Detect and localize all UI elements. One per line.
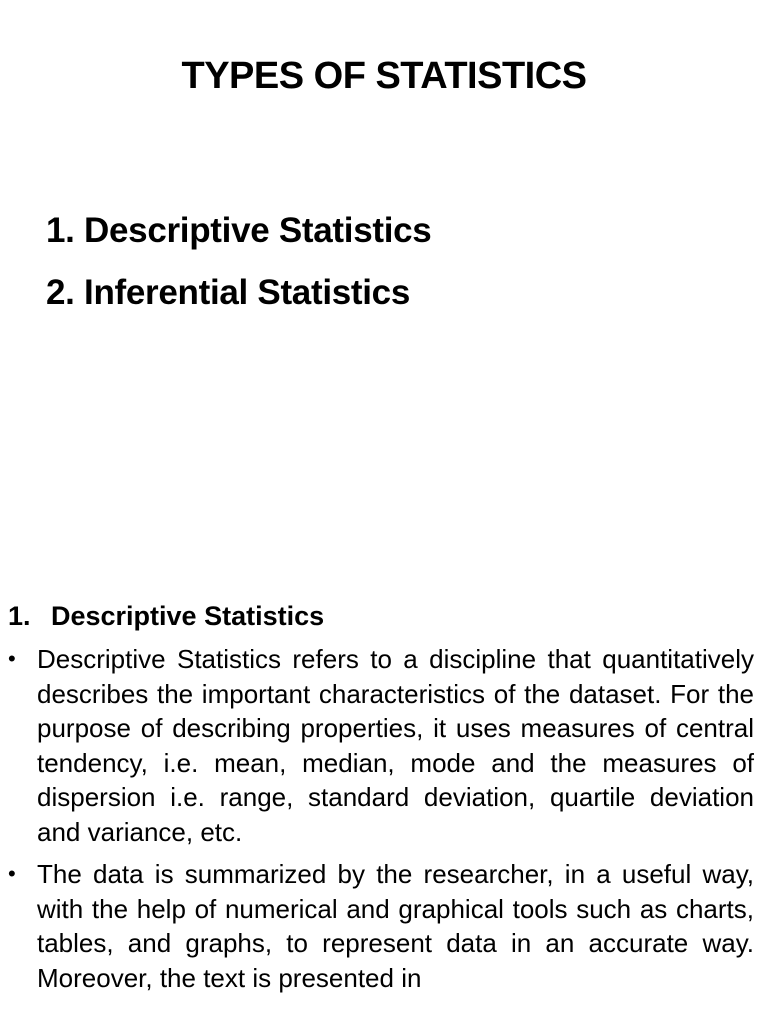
section-heading-number: 1. <box>8 601 31 631</box>
bullet-text: Descriptive Statistics refers to a discipline that quantitatively describes the important characteristics of the dataset. For the purpose of describing properties, it uses measures of central tendency, i.e. mean, median, mode and the measures of dispersion i.e. range, standard deviation, quartile deviation and variance, etc. <box>37 644 754 847</box>
slide-descriptive-statistics <box>0 576 768 1024</box>
bullet-glyph: • <box>8 646 16 671</box>
bullet-glyph: • <box>8 861 16 886</box>
bullet-item <box>8 857 754 995</box>
bullet-item <box>8 642 754 849</box>
type-item-inferential: 2. Inferential Statistics <box>46 273 411 312</box>
bullet-text: The data is summarized by the researcher, in a useful way, with the help of numerical and graphical tools such as charts, tables, and graphs, to represent data in an accurate way. Moreover, the text is presented in <box>37 859 754 993</box>
section-heading <box>8 598 324 634</box>
type-item-descriptive: 1. Descriptive Statistics <box>46 211 432 250</box>
slide-title: TYPES OF STATISTICS <box>181 55 587 97</box>
section-heading-text: Descriptive Statistics <box>51 601 325 631</box>
types-list <box>46 200 431 324</box>
bullet-list <box>8 642 754 1003</box>
